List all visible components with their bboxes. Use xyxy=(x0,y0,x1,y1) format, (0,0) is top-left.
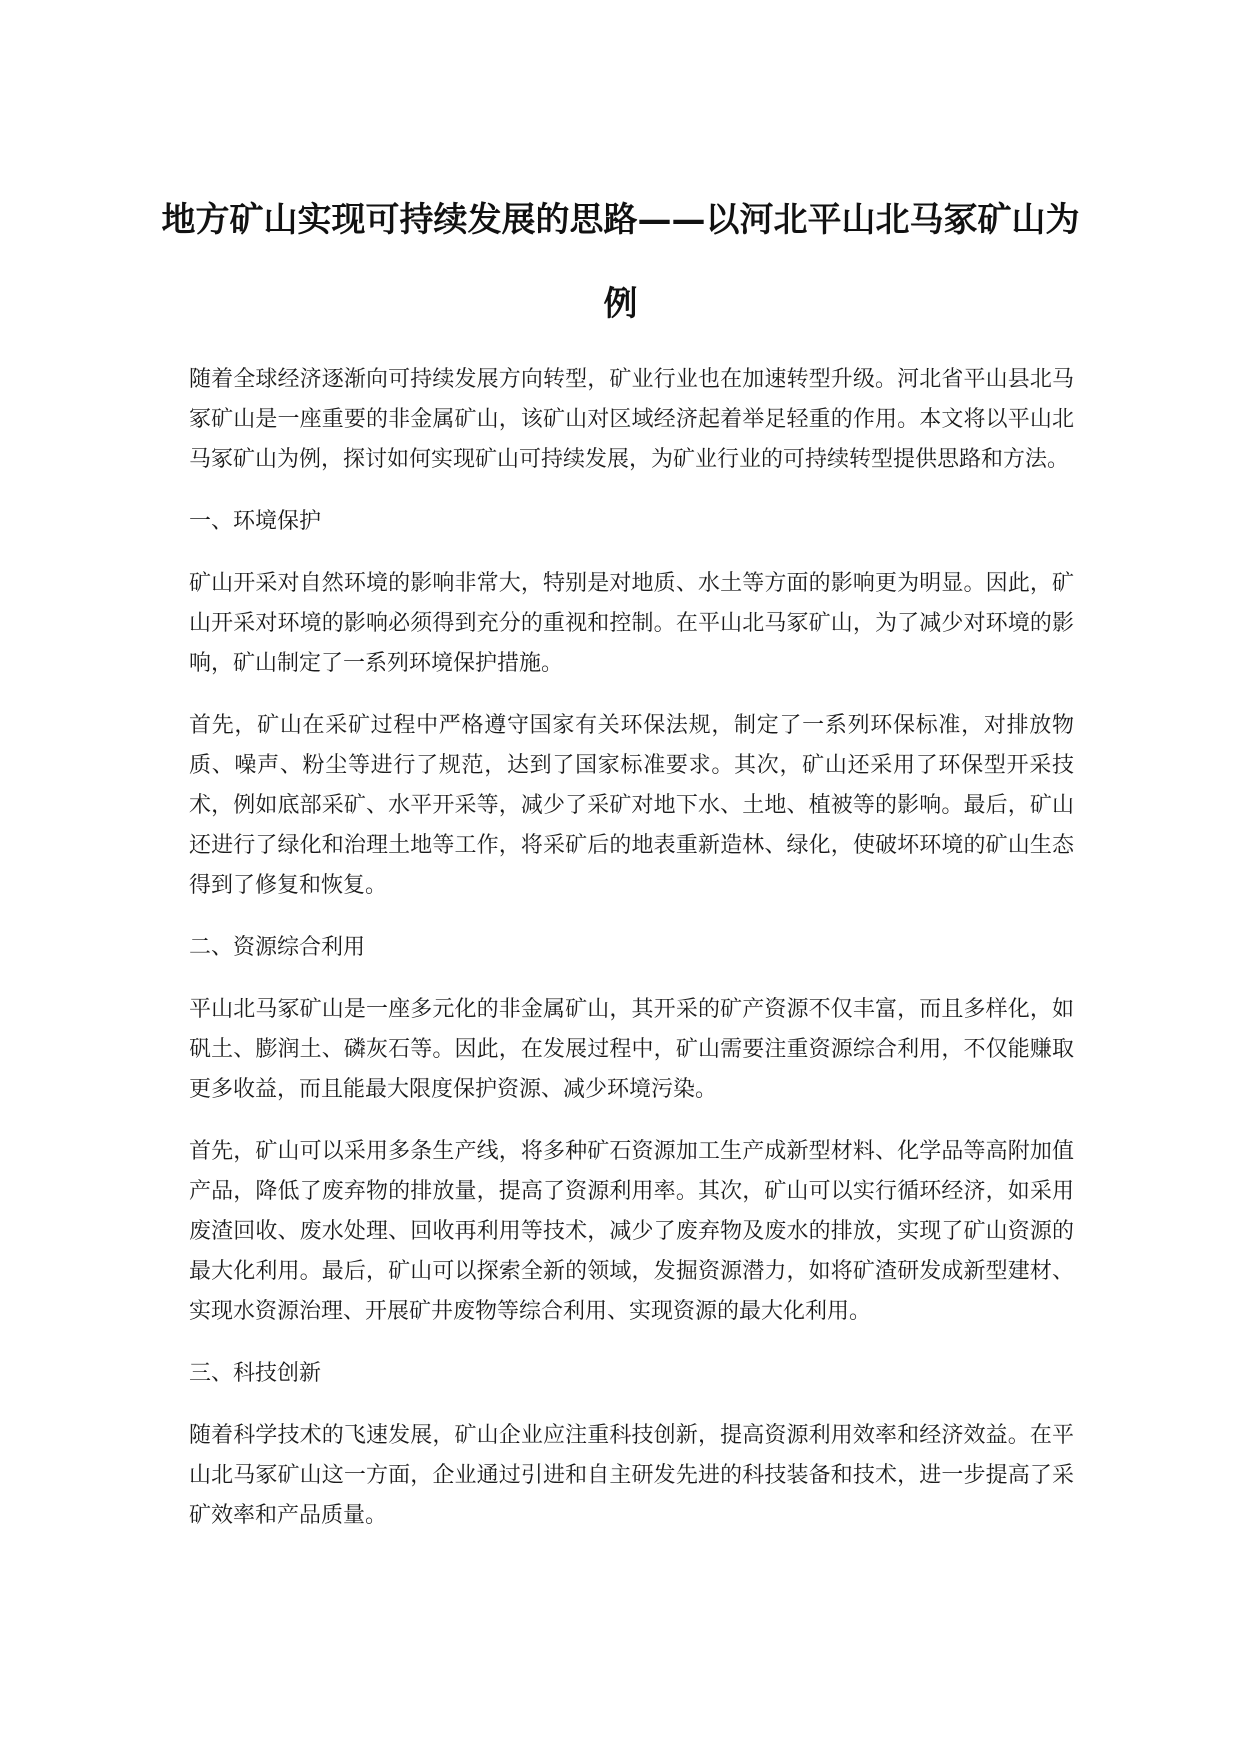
paragraph-intro: 随着全球经济逐渐向可持续发展方向转型，矿业行业也在加速转型升级。河北省平山县北马冢矿山是一座重要的非金属矿山，该矿山对区域经济起着举足轻重的作用。本文将以平山北马冢矿山为例，探讨如何实现矿山可持续发展，为矿业行业的可持续转型提供思路和方法。 xyxy=(189,367,1074,472)
paragraph: 矿山开采对自然环境的影响非常大，特别是对地质、水土等方面的影响更为明显。因此，矿山开采对环境的影响必须得到充分的重视和控制。在平山北马冢矿山，为了减少对环境的影响，矿山制定了一系列环境保护措施。 xyxy=(189,571,1074,676)
section-heading-environment: 一、环境保护 xyxy=(189,509,322,534)
section-heading-resources: 二、资源综合利用 xyxy=(189,935,366,960)
document-body xyxy=(189,360,1074,1558)
paragraph: 首先，矿山在采矿过程中严格遵守国家有关环保法规，制定了一系列环保标准，对排放物质、噪声、粉尘等进行了规范，达到了国家标准要求。其次，矿山还采用了环保型开采技术，例如底部采矿、水平开采等，减少了采矿对地下水、土地、植被等的影响。最后，矿山还进行了绿化和治理土地等工作，将采矿后的地表重新造林、绿化，使破坏环境的矿山生态得到了修复和恢复。 xyxy=(189,713,1074,898)
section-heading-technology: 三、科技创新 xyxy=(189,1361,322,1386)
document-title: 地方矿山实现可持续发展的思路——以河北平山北马冢矿山为例 xyxy=(161,200,1080,324)
paragraph: 首先，矿山可以采用多条生产线，将多种矿石资源加工生产成新型材料、化学品等高附加值产品，降低了废弃物的排放量，提高了资源利用率。其次，矿山可以实行循环经济，如采用废渣回收、废水处理、回收再利用等技术，减少了废弃物及废水的排放，实现了矿山资源的最大化利用。最后，矿山可以探索全新的领域，发掘资源潜力，如将矿渣研发成新型建材、实现水资源治理、开展矿井废物等综合利用、实现资源的最大化利用。 xyxy=(189,1139,1074,1324)
paragraph: 随着科学技术的飞速发展，矿山企业应注重科技创新，提高资源利用效率和经济效益。在平山北马冢矿山这一方面，企业通过引进和自主研发先进的科技装备和技术，进一步提高了采矿效率和产品质量。 xyxy=(189,1423,1074,1528)
paragraph: 平山北马冢矿山是一座多元化的非金属矿山，其开采的矿产资源不仅丰富，而且多样化，如矾土、膨润土、磷灰石等。因此，在发展过程中，矿山需要注重资源综合利用，不仅能赚取更多收益，而且能最大限度保护资源、减少环境污染。 xyxy=(189,997,1074,1102)
